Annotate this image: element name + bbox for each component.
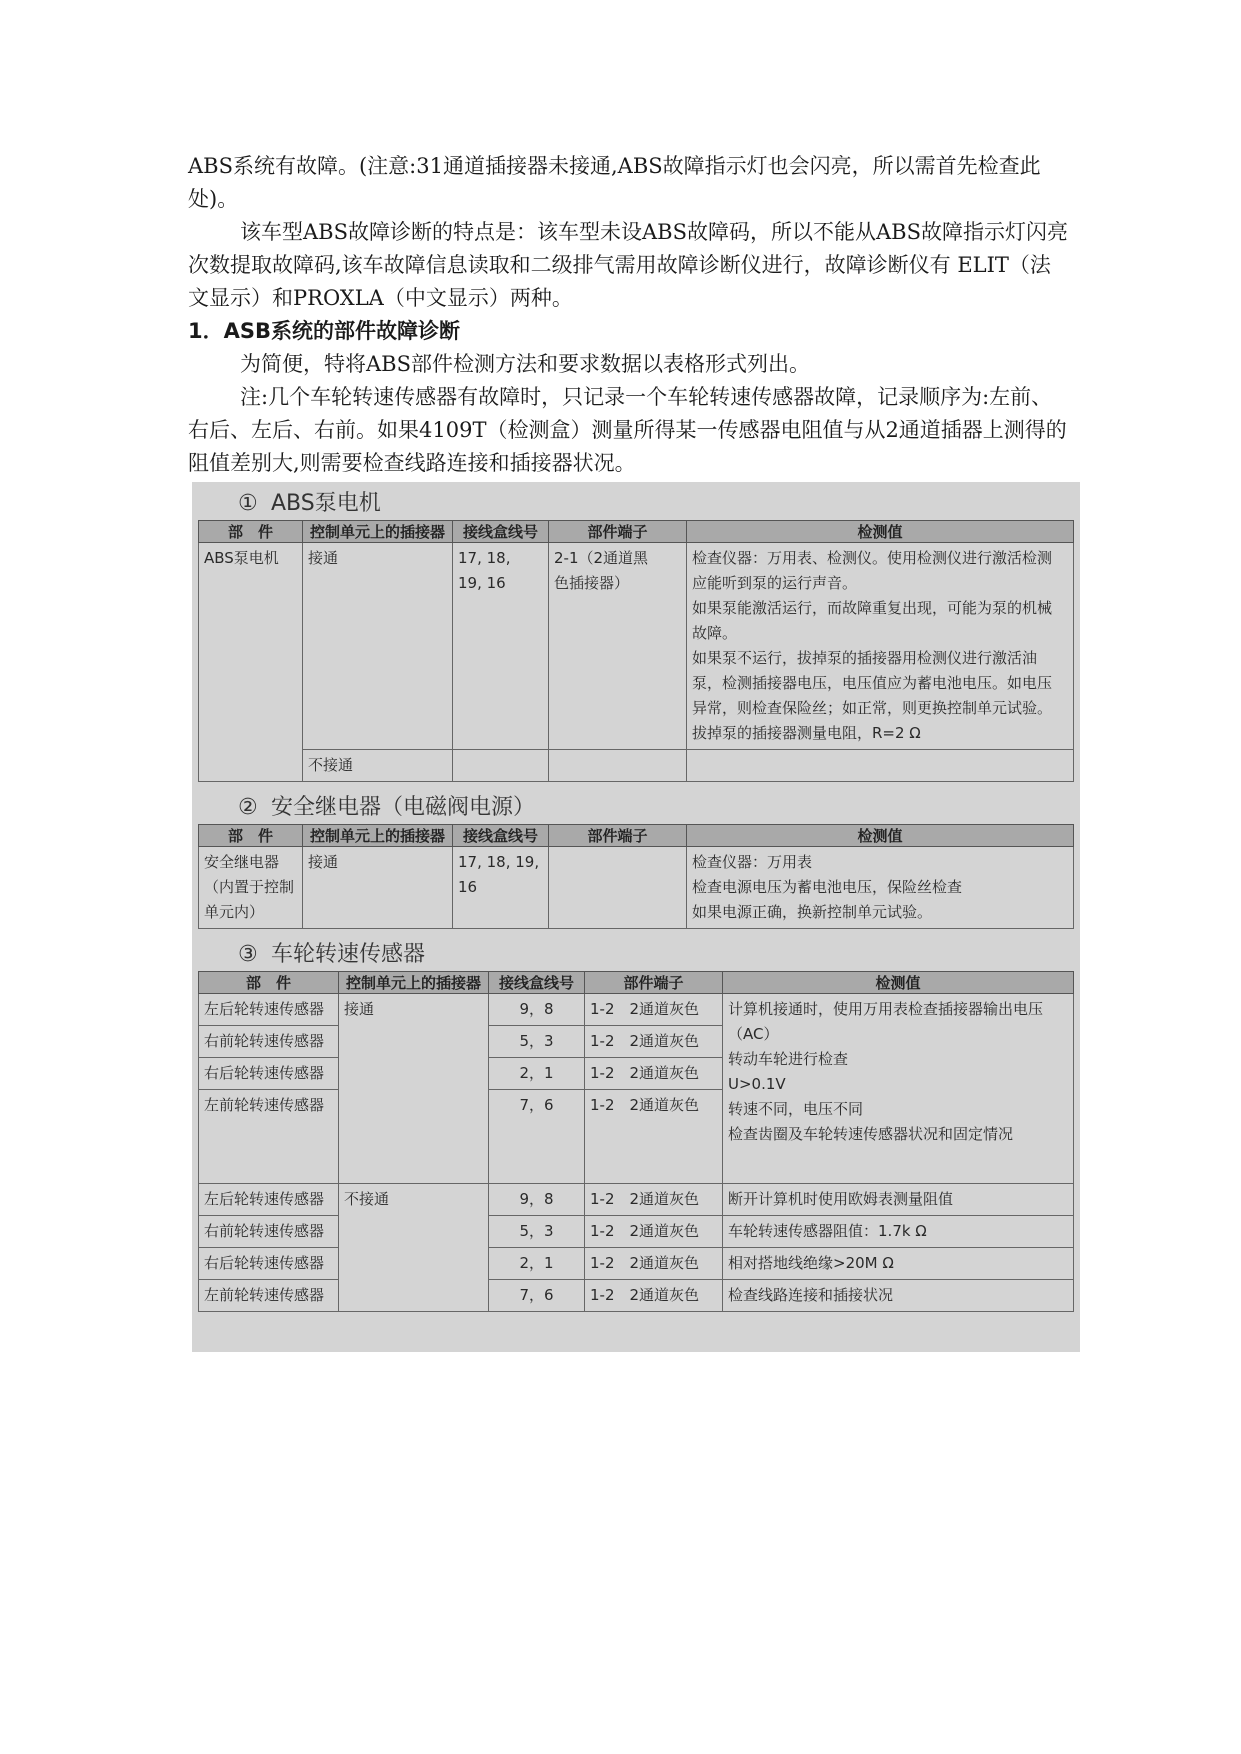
connector-cell: 不接通: [303, 750, 453, 782]
connector-cell: 接通: [303, 543, 453, 750]
paragraph-2: 该车型ABS故障诊断的特点是：该车型未设ABS故障码，所以不能从ABS故障指示灯闪亮次数提取故障码,该车故障信息读取和二级排气需用故障诊断仪进行，故障诊断仪有 ELIT（法文显示）和PROXLA（中文显示）两种。: [188, 220, 1068, 310]
paragraph-1: ABS系统有故障。(注意:31通道插接器未接通,ABS故障指示灯也会闪亮，所以需首先检查此处)。: [188, 154, 1041, 211]
wheel-speed-sensor-table: [198, 971, 1074, 1312]
wire-no-cell: 17, 18, 19, 16: [453, 847, 549, 929]
wire-no-cell: 9，8: [489, 994, 585, 1026]
section-1-title: ① ABS泵电机: [238, 491, 381, 516]
header-connector: 控制单元上的插接器: [303, 521, 453, 543]
terminal-cell: 1-2 2通道灰色: [585, 994, 723, 1026]
connector-cell: 接通: [303, 847, 453, 929]
component-cell: 左后轮转速传感器: [199, 994, 339, 1026]
table-row: 左前轮转速传感器 7，6 1-2 2通道灰色 检查线路连接和插接状况: [199, 1280, 1074, 1312]
header-value: 检测值: [687, 521, 1074, 543]
table-row: 右后轮转速传感器 2，1 1-2 2通道灰色 相对搭地线绝缘>20M Ω: [199, 1248, 1074, 1280]
scanned-table-image: [192, 482, 1080, 1352]
table-header-row: 部 件 控制单元上的插接器 接线盒线号 部件端子 检测值: [199, 972, 1074, 994]
table-header-row: [199, 521, 1074, 543]
component-cell: ABS泵电机: [199, 543, 303, 782]
abs-pump-table: [198, 520, 1074, 782]
section-heading: 1．ASB系统的部件故障诊断: [188, 319, 460, 343]
body-text: [188, 150, 1068, 480]
section-3-title: ③ 车轮转速传感器: [238, 942, 426, 967]
header-component: 部 件: [199, 521, 303, 543]
safety-relay-table: [198, 824, 1074, 929]
terminal-cell: 2-1（2通道黑 色插接器）: [549, 543, 687, 750]
value-cell: 检查仪器：万用表 检查电源电压为蓄电池电压，保险丝检查 如果电源正确，换新控制单元试验。: [687, 847, 1074, 929]
component-cell: 安全继电器 （内置于控制 单元内）: [199, 847, 303, 929]
table-row: [199, 543, 1074, 750]
table-row: 左后轮转速传感器 不接通 9，8 1-2 2通道灰色 断开计算机时使用欧姆表测量阻值: [199, 1184, 1074, 1216]
paragraph-4: 注:几个车轮转速传感器有故障时，只记录一个车轮转速传感器故障，记录顺序为:左前、右后、左后、右前。如果4109T（检测盒）测量所得某一传感器电阻值与从2通道插器上测得的阻值差别大,则需要检查线路连接和插接器状况。: [188, 385, 1067, 475]
paragraph-3: 为简便，特将ABS部件检测方法和要求数据以表格形式列出。: [240, 352, 810, 376]
table-row: 右前轮转速传感器 5，3 1-2 2通道灰色: [199, 1026, 1074, 1058]
wire-no-cell: 17, 18, 19, 16: [453, 543, 549, 750]
table-row: 右前轮转速传感器 5，3 1-2 2通道灰色 车轮转速传感器阻值：1.7k Ω: [199, 1216, 1074, 1248]
value-cell: 计算机接通时，使用万用表检查插接器输出电压 （AC） 转动车轮进行检查 U>0.1V 转速不同，电压不同 检查齿圈及车轮转速传感器状况和固定情况: [723, 994, 1074, 1184]
terminal-cell: [549, 847, 687, 929]
header-wire-no: 接线盒线号: [453, 521, 549, 543]
table-row: 右后轮转速传感器 2，1 1-2 2通道灰色: [199, 1058, 1074, 1090]
value-cell: 检查仪器：万用表、检测仪。使用检测仪进行激活检测 应能听到泵的运行声音。 如果泵能激活运行，而故障重复出现，可能为泵的机械 故障。 如果泵不运行，拔掉泵的插接器用检测仪进行激活油 泵，检测插接器电压，电压值应为蓄电池电压。如电压 异常，则检查保险丝；如正常，则更换控制单元试验。 拔掉泵的插接器测量电阻，R=2 Ω: [687, 543, 1074, 750]
table-row: [199, 994, 1074, 1026]
table-row: [199, 847, 1074, 929]
section-2-title: ② 安全继电器（电磁阀电源）: [238, 795, 536, 820]
connector-cell: 接通: [339, 994, 489, 1184]
table-row: 左前轮转速传感器 7，6 1-2 2通道灰色: [199, 1090, 1074, 1184]
header-terminal: 部件端子: [549, 521, 687, 543]
table-header-row: 部 件 控制单元上的插接器 接线盒线号 部件端子 检测值: [199, 825, 1074, 847]
table-row: [199, 750, 1074, 782]
connector-cell: 不接通: [339, 1184, 489, 1312]
